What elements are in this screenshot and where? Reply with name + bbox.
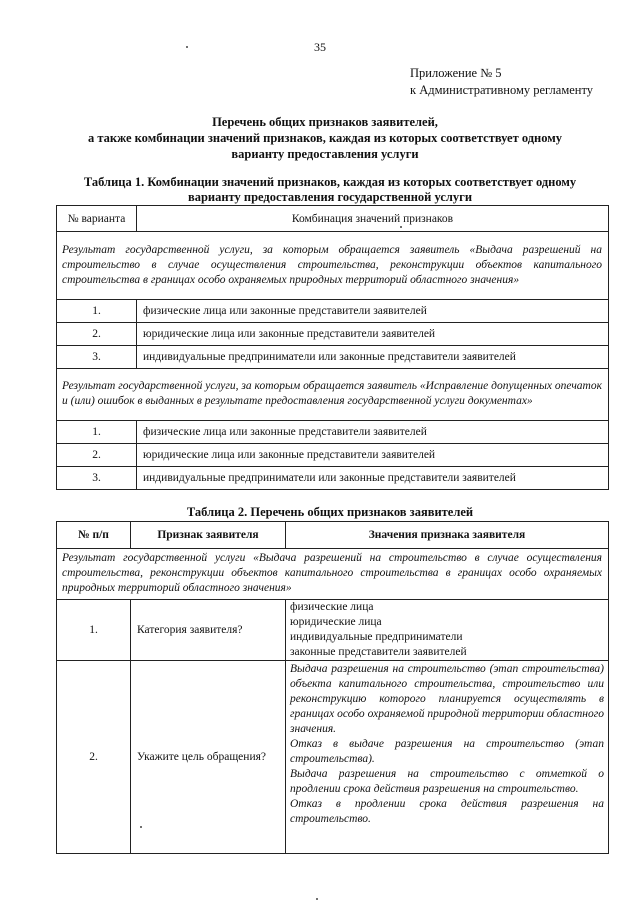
result-description: Результат государственной услуги, за которым обращается заявитель «Исправление допущенных опечаток и (или) ошибок в выданных в результате предоставления государственной услуги документах» <box>57 369 609 421</box>
heading-line-1: Перечень общих признаков заявителей, <box>212 115 438 129</box>
result-description: Результат государственной услуги «Выдача разрешений на строительство в случае осуществления строительства, реконструкции объектов капитального строительства в границах особо охраняемых природных территорий областного значения» <box>57 549 609 600</box>
row-number: 2. <box>57 661 131 854</box>
scan-speck <box>186 46 188 48</box>
table-header-row <box>57 522 609 549</box>
table-row <box>57 300 609 323</box>
heading-line-3: варианту предоставления услуги <box>231 147 419 161</box>
feature-value: Отказ в продлении срока действия разрешения на строительство. <box>290 798 604 825</box>
scan-speck <box>316 898 318 900</box>
table-row <box>57 444 609 467</box>
result-group-row <box>57 232 609 300</box>
feature-value: физические лица <box>290 601 374 613</box>
table-row <box>57 661 609 854</box>
table-variant-combinations <box>56 205 609 490</box>
result-description: Результат государственной услуги, за которым обращается заявитель «Выдача разрешений на строительство в случае осуществления строительства, реконструкции объектов капитального строительства в границах особо охраняемых природных территорий областного значения» <box>57 232 609 300</box>
feature-value: законные представители заявителей <box>290 646 467 658</box>
result-group-row <box>57 549 609 600</box>
variant-number: 2. <box>57 323 137 346</box>
variant-number: 1. <box>57 300 137 323</box>
header-row-number: № п/п <box>57 522 131 549</box>
table-row <box>57 600 609 661</box>
appendix-line-2: к Административному регламенту <box>410 83 594 97</box>
table1-caption-line-2: варианту предоставления государственной услуги <box>187 190 473 204</box>
feature-value: Выдача разрешения на строительство (этап строительства) объекта капитального строительства, строительство или реконструкцию которого планируется осуществлять в границах особо охраняемой природной территории областного значения. <box>290 663 604 735</box>
variant-number: 2. <box>57 444 137 467</box>
combination-value: индивидуальные предприниматели или законные представители заявителей <box>137 346 609 369</box>
appendix-line-1: Приложение № 5 <box>410 66 502 80</box>
combination-value: юридические лица или законные представители заявителей <box>137 444 609 467</box>
scan-speck <box>400 226 402 228</box>
page-number: 35 <box>314 40 326 54</box>
scan-speck <box>140 826 142 828</box>
combination-value: юридические лица или законные представители заявителей <box>137 323 609 346</box>
header-feature-values: Значения признака заявителя <box>286 522 609 549</box>
variant-number: 1. <box>57 421 137 444</box>
table-row <box>57 323 609 346</box>
feature-value: индивидуальные предприниматели <box>290 631 463 643</box>
header-combination: Комбинация значений признаков <box>137 206 609 232</box>
feature-value: Выдача разрешения на строительство с отметкой о продлении срока действия разрешения на строительство. <box>290 768 604 795</box>
table-row <box>57 421 609 444</box>
table-applicant-features <box>56 521 609 854</box>
table-row <box>57 346 609 369</box>
table2-caption: Таблица 2. Перечень общих признаков заявителей <box>186 505 474 519</box>
combination-value: индивидуальные предприниматели или законные представители заявителей <box>137 467 609 490</box>
table-header-row <box>57 206 609 232</box>
feature-values <box>286 661 609 854</box>
header-variant-number: № варианта <box>57 206 137 232</box>
document-heading <box>60 114 590 162</box>
combination-value: физические лица или законные представители заявителей <box>137 300 609 323</box>
variant-number: 3. <box>57 467 137 490</box>
table-row <box>57 467 609 490</box>
feature-values <box>286 600 609 661</box>
variant-number: 3. <box>57 346 137 369</box>
table1-caption <box>60 175 600 205</box>
feature-name: Укажите цель обращения? <box>131 661 286 854</box>
feature-value: Отказ в выдаче разрешения на строительство (этап строительства). <box>290 738 604 765</box>
table1-caption-line-1: Таблица 1. Комбинации значений признаков, каждая из которых соответствует одному <box>83 175 577 189</box>
feature-name: Категория заявителя? <box>131 600 286 661</box>
appendix-note <box>410 65 593 99</box>
combination-value: физические лица или законные представители заявителей <box>137 421 609 444</box>
header-feature: Признак заявителя <box>131 522 286 549</box>
result-group-row <box>57 369 609 421</box>
heading-line-2: а также комбинации значений признаков, каждая из которых соответствует одному <box>87 131 563 145</box>
feature-value: юридические лица <box>290 616 382 628</box>
row-number: 1. <box>57 600 131 661</box>
